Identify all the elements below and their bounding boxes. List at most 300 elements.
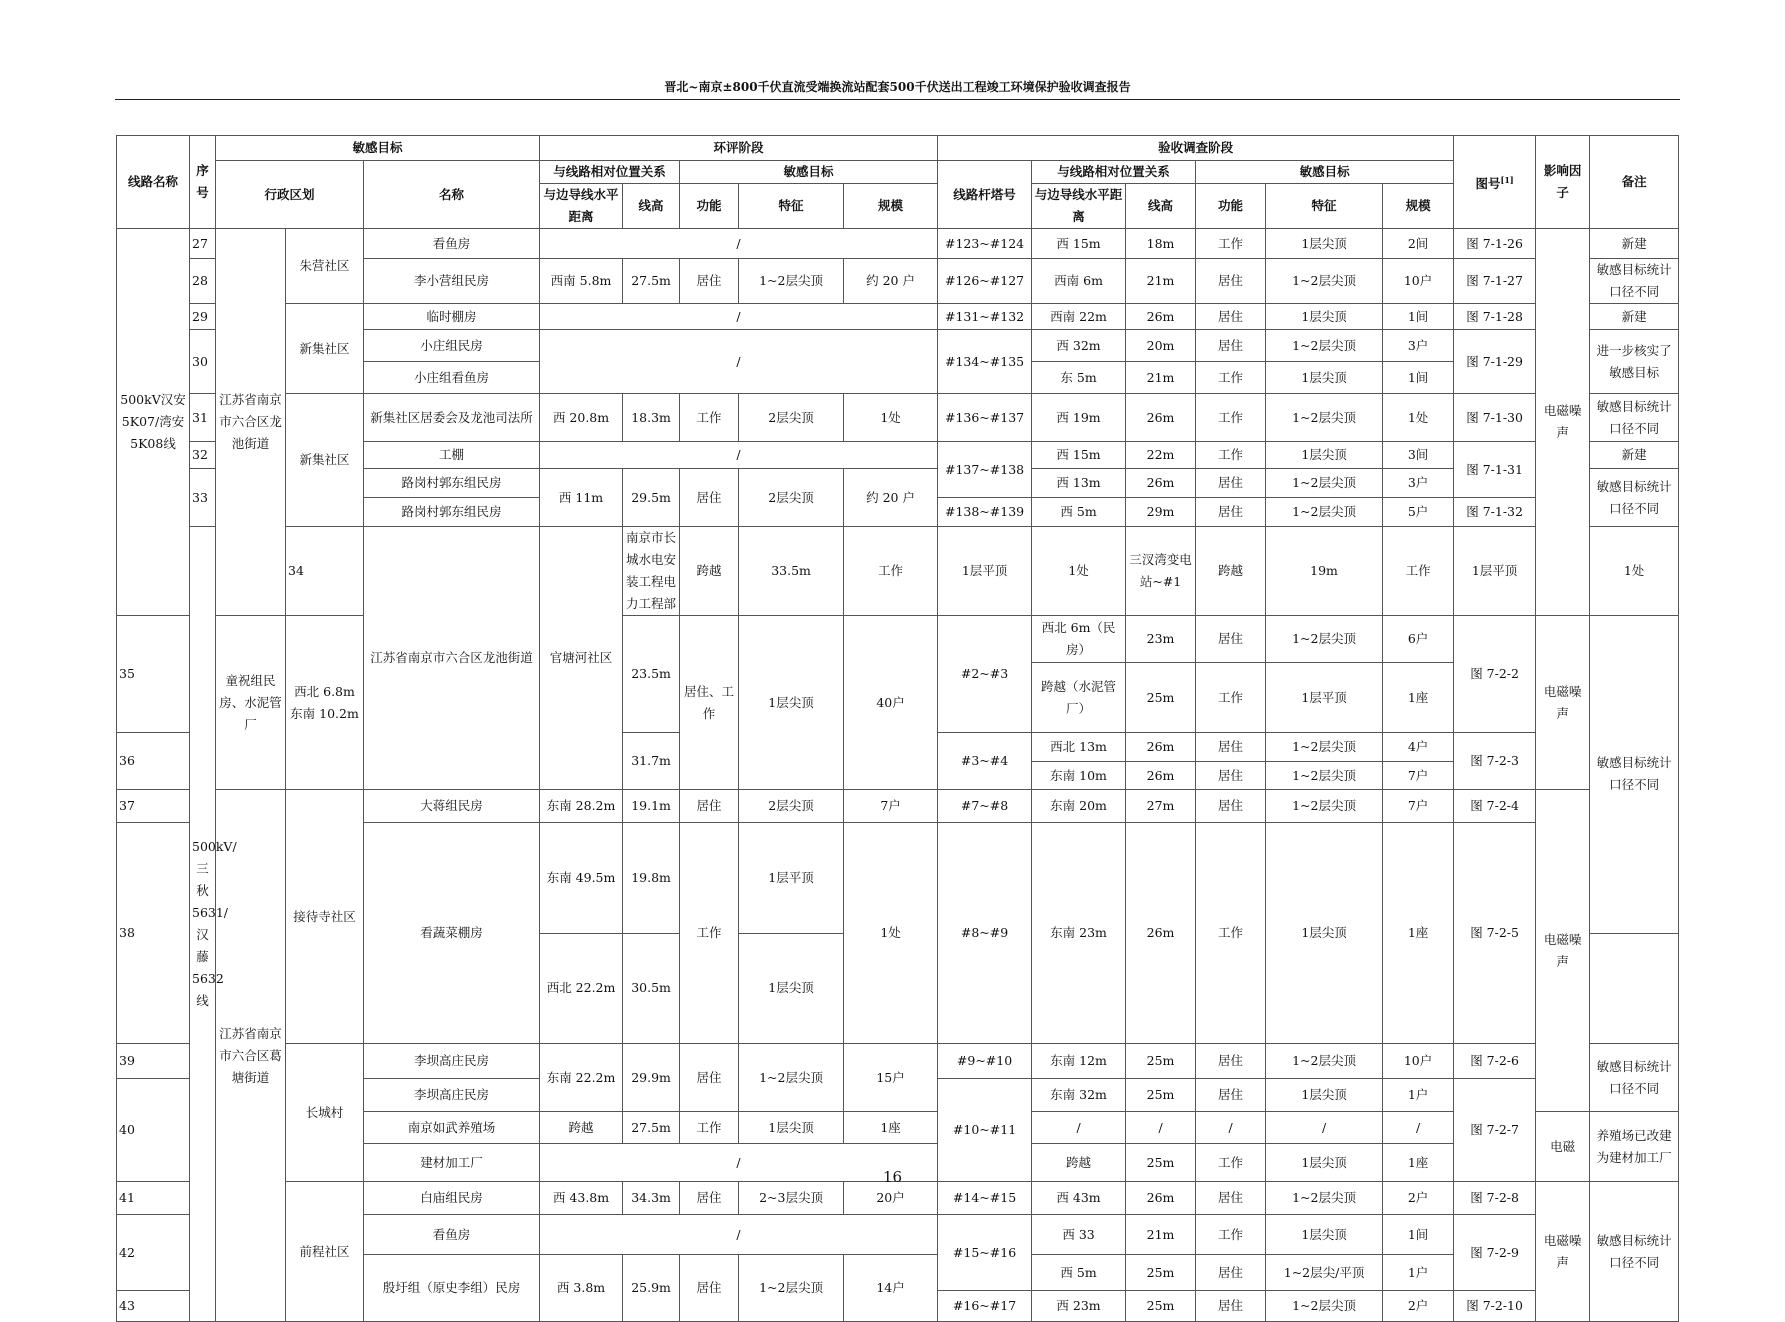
col-figure-no-footnote: [1] [1500, 174, 1514, 185]
name-cell: 大蒋组民房 [364, 790, 540, 823]
height-cell: 27m [1126, 790, 1196, 823]
eia-feature-cell: 2层尖顶 [739, 790, 844, 823]
scale-cell: 6户 [1383, 616, 1454, 663]
eia-scale-cell: 约 20 户 [844, 469, 938, 527]
eia-scale-cell: 1处 [844, 394, 938, 442]
col-acceptance-stage: 验收调查阶段 [938, 136, 1454, 161]
scale-cell: 1间 [1383, 1215, 1454, 1255]
eia-distance-cell: 东南 49.5m [540, 823, 623, 934]
eia-height-cell: 30.5m [623, 933, 680, 1044]
feature-cell: 1~2层尖顶 [1266, 762, 1383, 790]
feature-cell: 1层尖顶 [1266, 362, 1383, 394]
name-cell: 新集社区居委会及龙池司法所 [364, 394, 540, 442]
eia-function-cell: 居住、工作 [680, 616, 739, 790]
tower-cell: #7~#8 [938, 790, 1032, 823]
figure-cell: 图 7-2-4 [1454, 790, 1536, 823]
distance-cell: 跨越 [1032, 1144, 1126, 1182]
distance-cell: 西 15m [1032, 229, 1126, 259]
function-cell: 居住 [1196, 616, 1266, 663]
figure-cell: 图 7-2-7 [1454, 1079, 1536, 1182]
table-row [117, 527, 1679, 616]
function-cell: 居住 [1196, 1255, 1266, 1291]
remark-cell: 新建 [1590, 304, 1679, 330]
function-cell: 居住 [1196, 1182, 1266, 1215]
distance-cell: 西北 13m [1032, 733, 1126, 762]
distance-cell: 西 5m [1032, 498, 1126, 527]
name-cell: 建材加工厂 [364, 1144, 540, 1182]
figure-cell: 图 7-2-8 [1454, 1182, 1536, 1215]
eia-height-cell: 29.5m [623, 469, 680, 527]
function-cell: / [1196, 1112, 1266, 1144]
tower-cell: #126~#127 [938, 259, 1032, 304]
remark-cell: 敏感目标统计口径不同 [1590, 469, 1679, 527]
eia-function-cell: 居住 [680, 790, 739, 823]
height-cell: 20m [1126, 330, 1196, 362]
eia-function-cell: 居住 [680, 259, 739, 304]
feature-cell: 1层尖顶 [1266, 229, 1383, 259]
feature-cell: 1~2层尖/平顶 [1266, 1255, 1383, 1291]
height-cell: / [1126, 1112, 1196, 1144]
table-row [117, 616, 1679, 663]
eia-function-cell: 居住 [680, 1044, 739, 1112]
eia-height-cell: 33.5m [739, 527, 844, 616]
function-cell: 工作 [1196, 394, 1266, 442]
feature-cell: 1~2层尖顶 [1266, 1044, 1383, 1079]
tower-cell: #136~#137 [938, 394, 1032, 442]
table-row [117, 304, 1679, 330]
distance-cell: 西 5m [1032, 1255, 1126, 1291]
eia-scale-cell: 1座 [844, 1112, 938, 1144]
distance-cell: 跨越 [1196, 527, 1266, 616]
height-cell: 25m [1126, 663, 1196, 733]
scale-cell: 3户 [1383, 469, 1454, 498]
col-acc-feature: 特征 [1266, 184, 1383, 229]
distance-cell: 东南 20m [1032, 790, 1126, 823]
remark-cell: 养殖场已改建为建材加工厂 [1590, 1112, 1679, 1182]
eia-scale-cell: 20户 [844, 1182, 938, 1215]
seq-cell: 29 [190, 304, 216, 330]
impact-cell: 电磁 [1536, 1112, 1590, 1182]
tower-cell: #2~#3 [938, 616, 1032, 733]
seq-cell: 37 [117, 790, 190, 823]
remark-cell: 敏感目标统计口径不同 [1590, 1182, 1679, 1322]
col-impact-factor: 影响因子 [1536, 136, 1590, 229]
height-cell: 25m [1126, 1044, 1196, 1079]
height-cell: 21m [1126, 1215, 1196, 1255]
eia-distance-cell: 跨越 [680, 527, 739, 616]
height-cell: 26m [1126, 304, 1196, 330]
col-acc-distance: 与边导线水平距离 [1032, 184, 1126, 229]
height-cell: 18m [1126, 229, 1196, 259]
distance-cell: 东南 23m [1032, 823, 1126, 1044]
tower-cell: #10~#11 [938, 1079, 1032, 1182]
feature-cell: 1层尖顶 [1266, 1215, 1383, 1255]
tower-cell: #137~#138 [938, 442, 1032, 498]
page-header-title: 晋北~南京±800千伏直流受端换流站配套500千伏送出工程竣工环境保护验收调查报告 [664, 80, 1131, 94]
eia-function-cell: 工作 [680, 1112, 739, 1144]
seq-cell: 38 [117, 823, 190, 1044]
function-cell: 居住 [1196, 762, 1266, 790]
function-cell: 工作 [1196, 1144, 1266, 1182]
col-eia-sensitive-target: 敏感目标 [680, 161, 938, 184]
scale-cell: 1间 [1383, 362, 1454, 394]
height-cell: 26m [1126, 1182, 1196, 1215]
height-cell: 26m [1126, 733, 1196, 762]
col-remarks: 备注 [1590, 136, 1679, 229]
community-cell: 官塘河社区 [540, 527, 623, 790]
admin-group-2a: 江苏省南京市六合区龙池街道 [364, 527, 540, 790]
feature-cell: 1层尖顶 [1266, 1144, 1383, 1182]
feature-cell: / [1266, 1112, 1383, 1144]
name-cell: 南京市长城水电安装工程电力工程部 [623, 527, 680, 616]
eia-function-cell: 工作 [680, 394, 739, 442]
eia-scale-cell: 14户 [844, 1255, 938, 1322]
table-row [117, 790, 1679, 823]
scale-cell: 1处 [1383, 394, 1454, 442]
eia-distance-cell: 西南 5.8m [540, 259, 623, 304]
name-cell: 殷圩组（原史李组）民房 [364, 1255, 540, 1322]
function-cell: 居住 [1196, 1079, 1266, 1112]
col-admin-division: 行政区划 [216, 161, 364, 229]
figure-cell: 图 7-1-27 [1454, 259, 1536, 304]
feature-cell: 1~2层尖顶 [1266, 790, 1383, 823]
distance-cell: 东南 12m [1032, 1044, 1126, 1079]
seq-cell: 36 [117, 733, 190, 790]
distance-cell: 西 43m [1032, 1182, 1126, 1215]
distance-cell: 跨越（水泥管厂） [1032, 663, 1126, 733]
col-sensitive-target: 敏感目标 [216, 136, 540, 161]
distance-cell: 西 23m [1032, 1291, 1126, 1322]
scale-cell: 10户 [1383, 259, 1454, 304]
function-cell: 工作 [1383, 527, 1454, 616]
remark-cell: 敏感目标统计口径不同 [1590, 394, 1679, 442]
seq-cell: 40 [117, 1079, 190, 1182]
tower-cell: #131~#132 [938, 304, 1032, 330]
height-cell: 26m [1126, 762, 1196, 790]
height-cell: 25m [1126, 1079, 1196, 1112]
height-cell: 19m [1266, 527, 1383, 616]
tower-cell: #15~#16 [938, 1215, 1032, 1291]
col-eia-function: 功能 [680, 184, 739, 229]
community-cell: 接待寺社区 [286, 790, 364, 1044]
figure-cell: 图 7-2-3 [1454, 733, 1536, 790]
col-acc-relative-position: 与线路相对位置关系 [1032, 161, 1196, 184]
scale-cell: 1间 [1383, 304, 1454, 330]
page-number: 16 [882, 1168, 903, 1186]
name-cell: 李坝高庄民房 [364, 1044, 540, 1079]
scale-cell: / [1383, 1112, 1454, 1144]
figure-cell: 图 7-2-6 [1454, 1044, 1536, 1079]
distance-cell: 西 33 [1032, 1215, 1126, 1255]
seq-cell: 35 [117, 616, 190, 733]
name-cell: 李坝高庄民房 [364, 1079, 540, 1112]
name-cell: 白庙组民房 [364, 1182, 540, 1215]
height-cell: 25m [1126, 1144, 1196, 1182]
function-cell: 居住 [1196, 733, 1266, 762]
distance-cell: 东 5m [1032, 362, 1126, 394]
eia-feature-cell: 1~2层尖顶 [739, 259, 844, 304]
seq-cell: 33 [190, 469, 216, 527]
eia-scale-cell: 15户 [844, 1044, 938, 1112]
scale-cell: 3间 [1383, 442, 1454, 469]
eia-distance-cell: 西 11m [540, 469, 623, 527]
col-eia-height: 线高 [623, 184, 680, 229]
height-cell: 22m [1126, 442, 1196, 469]
distance-cell: / [1032, 1112, 1126, 1144]
figure-cell: 图 7-2-5 [1454, 823, 1536, 1044]
col-eia-relative-position: 与线路相对位置关系 [540, 161, 680, 184]
tower-cell: #9~#10 [938, 1044, 1032, 1079]
eia-feature-cell: 1层平顶 [739, 823, 844, 934]
col-seq: 序号 [190, 136, 216, 229]
scale-cell: 5户 [1383, 498, 1454, 527]
function-cell: 工作 [1196, 229, 1266, 259]
eia-height-cell: 19.8m [623, 823, 680, 934]
sensitive-targets-table [116, 135, 1679, 1322]
eia-height-cell: 18.3m [623, 394, 680, 442]
seq-cell: 39 [117, 1044, 190, 1079]
scale-cell: 1座 [1383, 663, 1454, 733]
scale-cell: 2户 [1383, 1182, 1454, 1215]
eia-distance-cell: 西 3.8m [540, 1255, 623, 1322]
table-row [117, 1182, 1679, 1215]
function-cell: 居住 [1196, 1291, 1266, 1322]
eia-empty-cell: / [540, 330, 938, 394]
height-cell: 26m [1126, 469, 1196, 498]
eia-height-cell: 34.3m [623, 1182, 680, 1215]
eia-height-cell: 27.5m [623, 259, 680, 304]
remark-cell: 进一步核实了敏感目标 [1590, 330, 1679, 394]
impact-cell: 电磁噪声 [1536, 616, 1590, 790]
eia-empty-cell: / [540, 442, 938, 469]
figure-cell: 图 7-1-26 [1454, 229, 1536, 259]
feature-cell: 1层尖顶 [1266, 442, 1383, 469]
feature-cell: 1层尖顶 [1266, 304, 1383, 330]
impact-cell: 电磁噪声 [1536, 790, 1590, 1112]
distance-cell: 西南 22m [1032, 304, 1126, 330]
function-cell: 工作 [1196, 663, 1266, 733]
feature-cell: 1层平顶 [1454, 527, 1536, 616]
feature-cell: 1~2层尖顶 [1266, 733, 1383, 762]
name-cell: 路岗村郭东组民房 [364, 498, 540, 527]
seq-cell: 43 [117, 1291, 190, 1322]
col-name: 名称 [364, 161, 540, 229]
feature-cell: 1层平顶 [1266, 663, 1383, 733]
tower-cell: #123~#124 [938, 229, 1032, 259]
scale-cell: 10户 [1383, 1044, 1454, 1079]
seq-cell: 27 [190, 229, 216, 259]
admin-group-1: 江苏省南京市六合区龙池街道 [216, 229, 286, 616]
tower-cell: #14~#15 [938, 1182, 1032, 1215]
eia-distance-cell: 跨越 [540, 1112, 623, 1144]
col-acc-sensitive-target: 敏感目标 [1196, 161, 1454, 184]
scale-cell: 1座 [1383, 823, 1454, 1044]
distance-cell: 西 15m [1032, 442, 1126, 469]
eia-empty-cell: / [540, 1144, 938, 1182]
name-cell: 看鱼房 [364, 229, 540, 259]
figure-cell: 图 7-1-28 [1454, 304, 1536, 330]
feature-cell: 1层尖顶 [1266, 1079, 1383, 1112]
feature-cell: 1~2层尖顶 [1266, 394, 1383, 442]
eia-scale-cell: 1处 [1032, 527, 1126, 616]
eia-distance-cell: 东南 28.2m [540, 790, 623, 823]
eia-feature-cell: 2层尖顶 [739, 394, 844, 442]
tower-cell: #3~#4 [938, 733, 1032, 790]
function-cell: 居住 [1196, 790, 1266, 823]
col-eia-distance: 与边导线水平距离 [540, 184, 623, 229]
name-cell: 李小营组民房 [364, 259, 540, 304]
scale-cell: 7户 [1383, 790, 1454, 823]
eia-empty-cell: / [540, 229, 938, 259]
remark-cell: 新建 [1590, 442, 1679, 469]
figure-cell: 图 7-1-29 [1454, 330, 1536, 394]
distance-cell: 西 32m [1032, 330, 1126, 362]
seq-cell: 42 [117, 1215, 190, 1291]
impact-group-1: 电磁噪声 [1536, 229, 1590, 616]
eia-feature-cell: 1~2层尖顶 [739, 1255, 844, 1322]
height-cell: 21m [1126, 362, 1196, 394]
name-cell: 小庄组看鱼房 [364, 362, 540, 394]
feature-cell: 1~2层尖顶 [1266, 616, 1383, 663]
tower-cell: 三汊湾变电站~#1 [1126, 527, 1196, 616]
community-cell: 前程社区 [286, 1182, 364, 1322]
eia-distance-cell: 西北 22.2m [540, 933, 623, 1044]
distance-cell: 东南 10m [1032, 762, 1126, 790]
feature-cell: 1~2层尖顶 [1266, 1182, 1383, 1215]
admin-group-2b: 江苏省南京市六合区葛塘街道 [216, 790, 286, 1322]
function-cell: 居住 [1196, 1044, 1266, 1079]
feature-cell: 1~2层尖顶 [1266, 469, 1383, 498]
feature-cell: 1~2层尖顶 [1266, 259, 1383, 304]
seq-cell: 32 [190, 442, 216, 469]
col-line-name: 线路名称 [117, 136, 190, 229]
tower-cell: #16~#17 [938, 1291, 1032, 1322]
distance-cell: 东南 32m [1032, 1079, 1126, 1112]
scale-cell: 4户 [1383, 733, 1454, 762]
remark-cell: 敏感目标统计口径不同 [1590, 1044, 1679, 1112]
col-acc-function: 功能 [1196, 184, 1266, 229]
eia-distance-cell: 西北 6.8m 东南 10.2m [286, 616, 364, 790]
col-eia-feature: 特征 [739, 184, 844, 229]
height-cell: 25m [1126, 1255, 1196, 1291]
name-cell: 工棚 [364, 442, 540, 469]
eia-height-cell: 31.7m [623, 733, 680, 790]
eia-scale-cell: 约 20 户 [844, 259, 938, 304]
community-cell: 长城村 [286, 1044, 364, 1182]
community-cell: 新集社区 [286, 304, 364, 394]
tower-cell: #138~#139 [938, 498, 1032, 527]
scale-cell: 3户 [1383, 330, 1454, 362]
function-cell: 工作 [1196, 823, 1266, 1044]
eia-feature-cell: 2~3层尖顶 [739, 1182, 844, 1215]
tower-cell: #134~#135 [938, 330, 1032, 394]
table-row [117, 394, 1679, 442]
eia-function-cell: 居住 [680, 469, 739, 527]
eia-function-cell: 工作 [680, 823, 739, 1044]
eia-scale-cell: 40户 [844, 616, 938, 790]
col-acc-height: 线高 [1126, 184, 1196, 229]
eia-empty-cell: / [540, 1215, 938, 1255]
eia-function-cell: 工作 [844, 527, 938, 616]
feature-cell: 1~2层尖顶 [1266, 498, 1383, 527]
scale-cell: 7户 [1383, 762, 1454, 790]
scale-cell: 2户 [1383, 1291, 1454, 1322]
name-cell: 童祝组民房、水泥管厂 [216, 616, 286, 790]
seq-cell: 31 [190, 394, 216, 442]
figure-cell: 图 7-1-32 [1454, 498, 1536, 527]
figure-cell: 图 7-2-9 [1454, 1215, 1536, 1291]
community-cell: 新集社区 [286, 394, 364, 527]
eia-feature-cell: 1层尖顶 [739, 933, 844, 1044]
distance-cell: 西 19m [1032, 394, 1126, 442]
eia-feature-cell: 1层尖顶 [739, 616, 844, 790]
tower-cell: #8~#9 [938, 823, 1032, 1044]
table-row [117, 1044, 1679, 1079]
remark-cell: 敏感目标统计口径不同 [1590, 259, 1679, 304]
sensitive-targets-table-wrap [116, 135, 1678, 1322]
name-cell: 看蔬菜棚房 [364, 823, 540, 1044]
eia-distance-cell: 西 43.8m [540, 1182, 623, 1215]
name-cell: 小庄组民房 [364, 330, 540, 362]
function-cell: 工作 [1196, 1215, 1266, 1255]
name-cell: 路岗村郭东组民房 [364, 469, 540, 498]
name-cell: 看鱼房 [364, 1215, 540, 1255]
remark-cell: 敏感目标统计口径不同 [1590, 616, 1679, 934]
col-tower-no: 线路杆塔号 [938, 161, 1032, 229]
eia-height-cell: 23.5m [623, 616, 680, 733]
col-figure-no-label: 图号 [1475, 176, 1501, 192]
col-figure-no [1454, 136, 1536, 229]
seq-cell: 41 [117, 1182, 190, 1215]
eia-height-cell: 29.9m [623, 1044, 680, 1112]
distance-cell: 西南 6m [1032, 259, 1126, 304]
eia-feature-cell: 1层平顶 [938, 527, 1032, 616]
impact-cell: 电磁噪声 [1536, 1182, 1590, 1322]
header-rule [115, 99, 1680, 100]
col-eia-stage: 环评阶段 [540, 136, 938, 161]
eia-distance-cell: 东南 22.2m [540, 1044, 623, 1112]
function-cell: 居住 [1196, 330, 1266, 362]
line-name-group-1: 500kV汉安5K07/湾安5K08线 [117, 229, 190, 616]
height-cell: 26m [1126, 823, 1196, 1044]
height-cell: 21m [1126, 259, 1196, 304]
function-cell: 居住 [1196, 259, 1266, 304]
eia-scale-cell: 7户 [844, 790, 938, 823]
table-row [117, 229, 1679, 259]
scale-cell: 2间 [1383, 229, 1454, 259]
function-cell: 居住 [1196, 469, 1266, 498]
eia-height-cell: 27.5m [623, 1112, 680, 1144]
name-cell: 南京如武养殖场 [364, 1112, 540, 1144]
distance-cell: 西北 6m（民房） [1032, 616, 1126, 663]
distance-cell: 西 13m [1032, 469, 1126, 498]
eia-empty-cell: / [540, 304, 938, 330]
eia-height-cell: 19.1m [623, 790, 680, 823]
col-eia-scale: 规模 [844, 184, 938, 229]
feature-cell: 1~2层尖顶 [1266, 1291, 1383, 1322]
height-cell: 26m [1126, 394, 1196, 442]
feature-cell: 1层尖顶 [1266, 823, 1383, 1044]
eia-feature-cell: 1层尖顶 [739, 1112, 844, 1144]
eia-function-cell: 居住 [680, 1182, 739, 1215]
seq-cell: 34 [286, 527, 364, 616]
figure-cell: 图 7-1-31 [1454, 442, 1536, 498]
scale-cell: 1户 [1383, 1255, 1454, 1291]
eia-height-cell: 25.9m [623, 1255, 680, 1322]
eia-feature-cell: 1~2层尖顶 [739, 1044, 844, 1112]
scale-cell: 1座 [1383, 1144, 1454, 1182]
eia-distance-cell: 西 20.8m [540, 394, 623, 442]
